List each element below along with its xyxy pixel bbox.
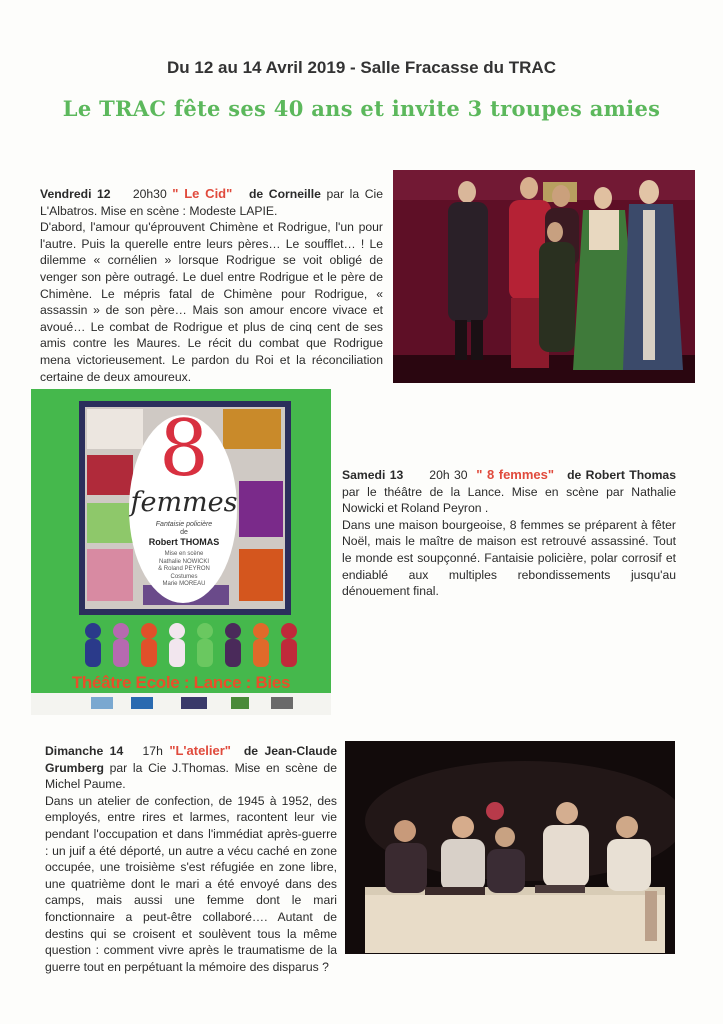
poster-genre: Fantaisie policière <box>155 521 213 528</box>
poster-credit-line: Marie MOREAU <box>162 581 206 587</box>
poster-credit-line: Costumes <box>170 573 198 580</box>
poster-number: 8 <box>159 404 209 494</box>
event-time: 17h <box>142 744 163 758</box>
event-description: D'abord, l'amour qu'éprouvent Chimène et Rodrigue, l'un pour l'autre. Puis la querelle entre leurs pères… Le soufflet… ! Le dilemme « cornélien » lorsque Rodrigue se voit obligé de venger son père outragé. Le duel entre Rodrigue et le père de Chimène. Le mépris fatal de Chimène pour Rodrigue, « assassin » de son père… Mais son amour encore vivace et avoué… Le combat de Rodrigue et plus de cinq cent de ses amis contre les Maures. Le récit du combat que Rodrigue mena victorieusement. Le pardon du Roi et la réconciliation certaine de deux amoureux. <box>40 220 383 384</box>
poster-de: de <box>180 529 188 536</box>
event-day: Vendredi 12 <box>40 187 111 201</box>
event-day: Samedi 13 <box>342 468 404 482</box>
header-date-line: Du 12 au 14 Avril 2019 - Salle Fracasse du TRAC <box>167 58 556 77</box>
event-play-title: " Le Cid" <box>172 186 233 201</box>
poster-credit-line: Mise en scène <box>164 551 204 557</box>
event-l-atelier <box>45 743 337 975</box>
event-time: 20h 30 <box>429 468 468 482</box>
event-le-cid <box>40 186 383 385</box>
event-day: Dimanche 14 <box>45 744 124 758</box>
event-author: de Robert Thomas <box>567 468 676 482</box>
photo-le-cid-cast <box>393 170 695 383</box>
poster-credit-line: & Roland PEYRON <box>158 566 210 572</box>
event-intro: par la Cie L'Albatros. Mise en scène : Modeste LAPIE. <box>40 187 383 218</box>
poster-banner: Théâtre Ecole : Lance : Bies <box>71 673 291 692</box>
poster-credit-line: Nathalie NOWICKI <box>158 558 209 565</box>
poster-credits <box>129 551 239 589</box>
atelier-photo-illustration <box>345 741 675 954</box>
event-description: Dans un atelier de confection, de 1945 à 1952, des employés, entre rires et larmes, racontent leur vie pendant l'occupation et dans l'immédiat après-guerre : un juif a été déporté, un autre a vécu caché en zone occupée, une troisième s'est réfugiée en zone libre, une quatrième dont le mari a été envoyé dans des camps, mais aussi une femme dont le mari fonctionnaire a peut-être collaboré…. Autant de destins qui se croisent et soulèvent tous la même question : comment vivre après le traumatisme de la guerre tout en perpétuant la mémoire des disparus ? <box>45 793 337 974</box>
header-title: Le TRAC fête ses 40 ans et invite 3 troupes amies <box>62 96 661 121</box>
event-play-title: "L'atelier" <box>169 743 231 758</box>
poster-author: Robert THOMAS <box>148 537 220 547</box>
poster-8-femmes <box>31 389 331 715</box>
photo-l-atelier-scene <box>345 741 675 954</box>
event-author: de Corneille <box>248 187 321 201</box>
cast-photo-illustration <box>393 170 695 383</box>
event-time: 20h30 <box>132 187 167 201</box>
event-description: Dans une maison bourgeoise, 8 femmes se préparent à fêter Noël, mais le maître de maison est retrouvé assassiné. Tout le monde est soupçonné. Fantaisie policière, polar corrosif et endiablé aux multiples rebondissements jusqu'au dénouement final. <box>342 517 676 599</box>
event-play-title: " 8 femmes" <box>476 467 555 482</box>
event-author: de Jean-Claude Grumberg <box>45 744 337 775</box>
poster-title: femmes <box>130 487 238 518</box>
event-intro: par le théâtre de la Lance. Mise en scène par Nathalie Nowicki et Roland Peyron . <box>342 484 676 516</box>
event-8-femmes <box>342 467 676 600</box>
event-intro: par la Cie J.Thomas. Mise en scène de Michel Paume. <box>45 760 337 792</box>
